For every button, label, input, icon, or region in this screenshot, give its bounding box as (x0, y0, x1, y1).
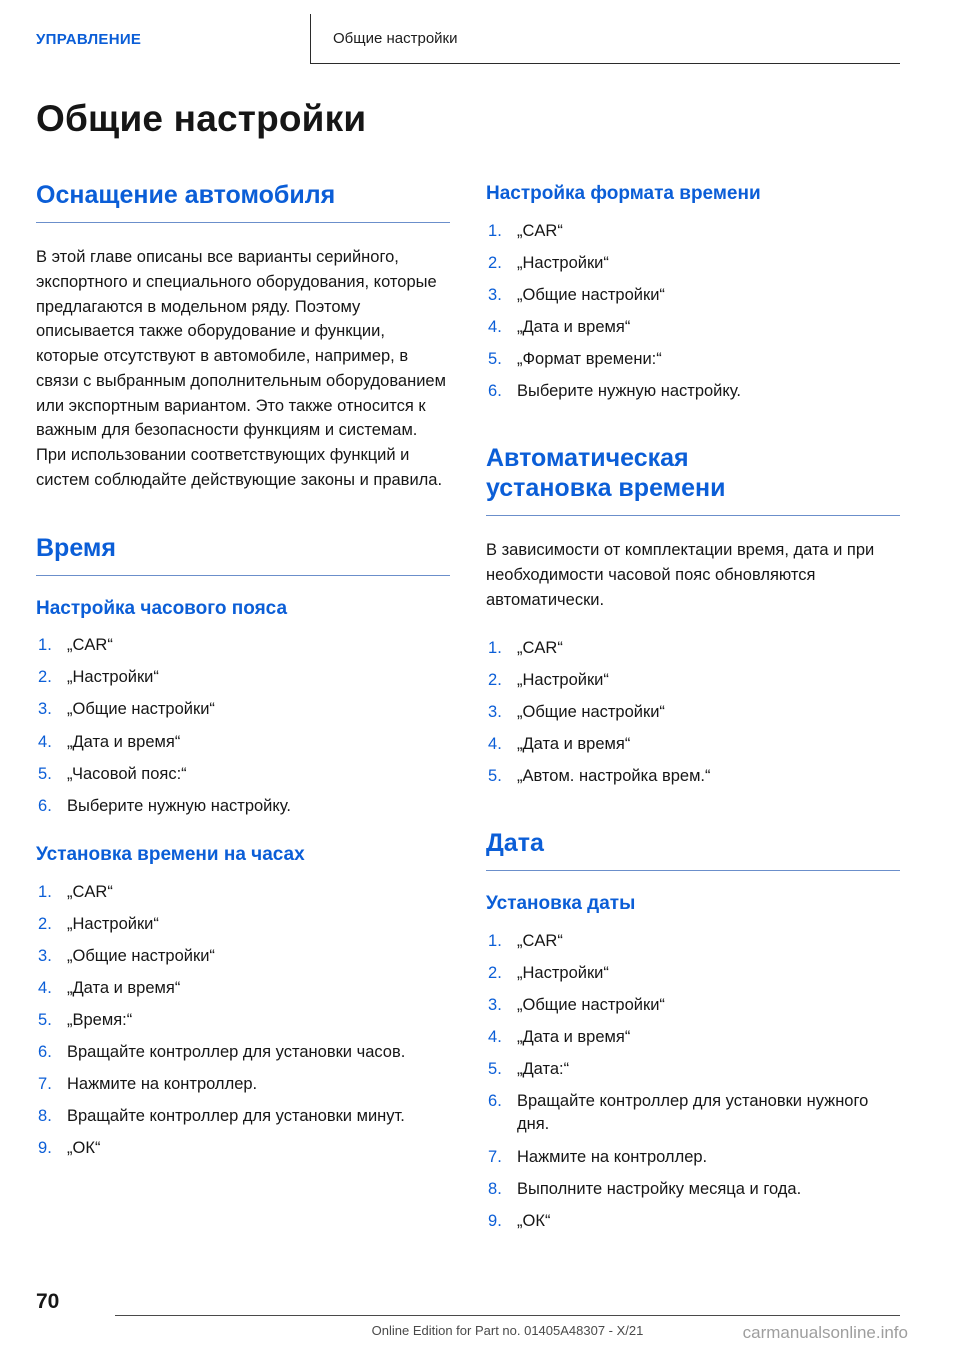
list-item: Нажмите на контроллер. (67, 1075, 258, 1094)
list-item: „Часовой пояс:“ (67, 764, 187, 783)
list-item: „Автом. настройка врем.“ (517, 766, 711, 785)
list-item: „ОК“ (517, 1211, 551, 1230)
subheading-set-time: Установка времени на часах (36, 843, 305, 865)
list-item: „Общие настройки“ (517, 996, 665, 1015)
section-heading-auto-time (486, 443, 900, 516)
list-item: „Общие настройки“ (67, 700, 215, 719)
list-item: „Формат времени:“ (517, 350, 662, 369)
section-heading-equipment: Оснащение автомобиля (36, 180, 450, 223)
list-item: „Общие настройки“ (517, 285, 665, 304)
list-item: „Настройки“ (67, 668, 159, 687)
list-item: „CAR“ (517, 638, 563, 657)
list-item: „Дата и время“ (67, 732, 181, 751)
list-item: Вращайте контроллер для установки часов. (67, 1043, 406, 1062)
footer-edition-text: Online Edition for Part no. 01405A48307 - X/21 (371, 1323, 644, 1338)
header-page-title: Общие настройки (333, 30, 458, 47)
list-item: „Общие настройки“ (67, 946, 215, 965)
section-heading-date: Дата (486, 828, 900, 871)
list-item: „Настройки“ (517, 253, 609, 272)
auto-time-steps (486, 637, 900, 788)
watermark-text: carmanualsonline.info (742, 1323, 908, 1342)
list-item: „CAR“ (67, 636, 113, 655)
auto-time-paragraph: В зависимости от комплектации время, дата и при необходимости часовой пояс обновляются автоматически. (486, 541, 875, 609)
auto-time-heading-text: Автоматическая установка времени (486, 444, 726, 503)
time-format-steps (486, 220, 900, 404)
right-column (486, 180, 900, 1242)
list-item: Выберите нужную настройку. (67, 796, 291, 815)
list-item: Выберите нужную настройку. (517, 382, 741, 401)
list-item: „Время:“ (67, 1011, 133, 1030)
chapter-label: УПРАВЛЕНИЕ (36, 30, 142, 48)
list-item: „Дата и время“ (517, 1028, 631, 1047)
list-item: Выполните настройку месяца и года. (517, 1179, 802, 1198)
timezone-steps (36, 634, 450, 818)
list-item: „Дата и время“ (517, 318, 631, 337)
list-item: Вращайте контроллер для установки нужного дня. (517, 1092, 869, 1134)
list-item: „Дата и время“ (517, 734, 631, 753)
list-item: „CAR“ (517, 931, 563, 950)
list-item: „Общие настройки“ (517, 702, 665, 721)
subheading-timezone: Настройка часового пояса (36, 597, 288, 619)
list-item: Нажмите на контроллер. (517, 1147, 708, 1166)
page-title: Общие настройки (36, 98, 367, 139)
list-item: Вращайте контроллер для установки минут. (67, 1107, 405, 1126)
subheading-time-format: Настройка формата времени (486, 183, 761, 204)
set-time-steps (36, 881, 450, 1161)
set-date-steps (486, 930, 900, 1233)
list-item: „ОК“ (67, 1139, 101, 1158)
equipment-paragraph: В этой главе описаны все варианты серийного, экспортного и специального оборудования, которые предлагаются в модельном ряду. Поэтому описывается также оборудование и функции, которые отсутствуют в автомобиле, например, в связи с выбранным дополнительным оборудованием или экспортным вариантом. Это также относится к важным для безопасности функциям и системам. При использовании соответствующих функций и систем соблюдайте действующие законы и правила. (36, 248, 446, 489)
header-section-title-box (310, 14, 900, 64)
list-item: „Настройки“ (517, 670, 609, 689)
list-item: „Настройки“ (517, 963, 609, 982)
list-item: „Дата:“ (517, 1060, 570, 1079)
list-item: „Настройки“ (67, 914, 159, 933)
page-number: 70 (36, 1290, 60, 1313)
left-column (36, 180, 450, 1242)
subheading-set-date: Установка даты (486, 893, 636, 915)
list-item: „CAR“ (67, 882, 113, 901)
list-item: „Дата и время“ (67, 978, 181, 997)
page-header (36, 14, 900, 64)
list-item: „CAR“ (517, 221, 563, 240)
two-column-layout (36, 180, 900, 1242)
section-heading-time: Время (36, 533, 450, 576)
footer-divider (115, 1315, 900, 1316)
